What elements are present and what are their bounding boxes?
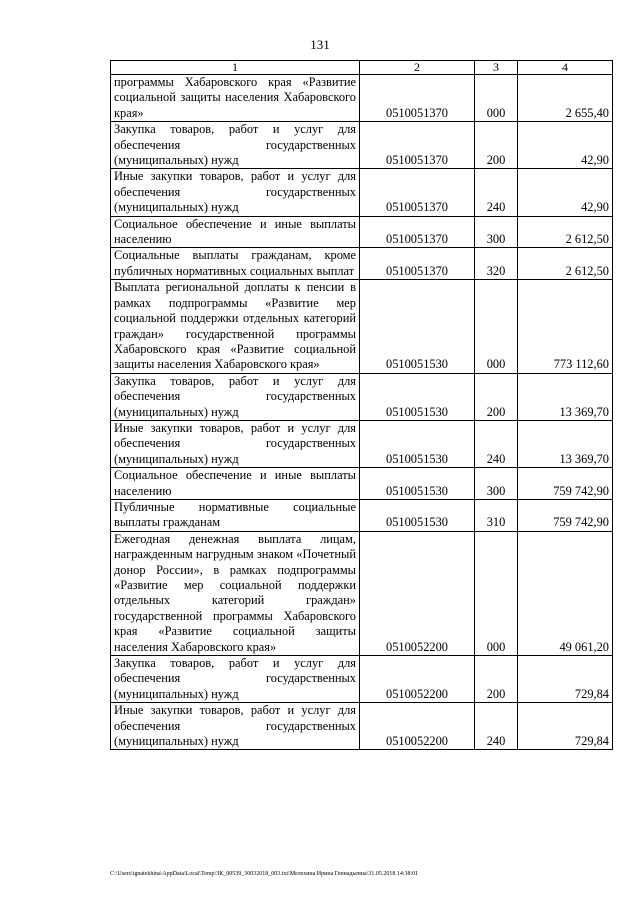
row-amount: 42,90	[518, 122, 613, 169]
row-amount: 2 612,50	[518, 248, 613, 280]
table-row	[111, 169, 613, 216]
row-amount: 729,84	[518, 656, 613, 703]
row-amount: 729,84	[518, 703, 613, 750]
row-expense-type: 200	[475, 656, 518, 703]
row-amount: 49 061,20	[518, 531, 613, 655]
row-amount: 2 612,50	[518, 216, 613, 248]
column-header-expense-type: 3	[475, 61, 518, 75]
row-amount: 13 369,70	[518, 373, 613, 420]
row-description: Иные закупки товаров, работ и услуг для обеспечения государственных (муниципальных) нужд	[111, 420, 360, 467]
row-target-code: 0510051370	[360, 216, 475, 248]
page-number: 131	[310, 37, 330, 52]
row-expense-type: 240	[475, 169, 518, 216]
row-description: Ежегодная денежная выплата лицам, награжденным нагрудным знаком «Почетный донор России», в рамках подпрограммы «Развитие мер социальной поддержки отдельных категорий граждан» государственной программы Хабаровского края «Развитие социальной защиты населения Хабаровского края»	[111, 531, 360, 655]
table-row	[111, 122, 613, 169]
file-path-footer: C:\Users\ignatekhina\AppData\Local\Temp\ЗК_00539_30032018_003.txt\Мелехина Ирина Геннадьевна\31.05.2018 14:38:01	[110, 871, 419, 877]
table-row	[111, 420, 613, 467]
row-description: Закупка товаров, работ и услуг для обеспечения государственных (муниципальных) нужд	[111, 122, 360, 169]
row-expense-type: 000	[475, 280, 518, 373]
table-row	[111, 656, 613, 703]
row-expense-type: 320	[475, 248, 518, 280]
row-target-code: 0510051530	[360, 280, 475, 373]
row-target-code: 0510051530	[360, 499, 475, 531]
table-row	[111, 468, 613, 500]
table-row	[111, 248, 613, 280]
row-description: программы Хабаровского края «Развитие социальной защиты населения Хабаровского края»	[111, 75, 360, 122]
row-description: Социальное обеспечение и иные выплаты населению	[111, 468, 360, 500]
row-description: Закупка товаров, работ и услуг для обеспечения государственных (муниципальных) нужд	[111, 373, 360, 420]
budget-table	[110, 60, 613, 750]
row-amount: 759 742,90	[518, 499, 613, 531]
row-description: Иные закупки товаров, работ и услуг для обеспечения государственных (муниципальных) нужд	[111, 703, 360, 750]
row-expense-type: 200	[475, 122, 518, 169]
row-description: Публичные нормативные социальные выплаты гражданам	[111, 499, 360, 531]
row-expense-type: 310	[475, 499, 518, 531]
row-amount: 773 112,60	[518, 280, 613, 373]
row-description: Закупка товаров, работ и услуг для обеспечения государственных (муниципальных) нужд	[111, 656, 360, 703]
row-target-code: 0510051530	[360, 373, 475, 420]
row-expense-type: 240	[475, 703, 518, 750]
column-header-description: 1	[111, 61, 360, 75]
row-amount: 2 655,40	[518, 75, 613, 122]
table-header-row	[111, 61, 613, 75]
table-body	[111, 75, 613, 750]
table-row	[111, 75, 613, 122]
row-expense-type: 240	[475, 420, 518, 467]
column-header-amount: 4	[518, 61, 613, 75]
row-description: Социальные выплаты гражданам, кроме публичных нормативных социальных выплат	[111, 248, 360, 280]
row-expense-type: 300	[475, 468, 518, 500]
row-target-code: 0510051370	[360, 75, 475, 122]
row-target-code: 0510051370	[360, 169, 475, 216]
row-target-code: 0510052200	[360, 703, 475, 750]
table-row	[111, 373, 613, 420]
table-row	[111, 531, 613, 655]
row-amount: 13 369,70	[518, 420, 613, 467]
row-description: Выплата региональной доплаты к пенсии в рамках подпрограммы «Развитие мер социальной поддержки отдельных категорий граждан» государственной программы Хабаровского края «Развитие социальной защиты населения Хабаровского края»	[111, 280, 360, 373]
row-target-code: 0510052200	[360, 531, 475, 655]
table-row	[111, 703, 613, 750]
row-expense-type: 000	[475, 531, 518, 655]
row-expense-type: 200	[475, 373, 518, 420]
row-target-code: 0510051370	[360, 122, 475, 169]
row-description: Социальное обеспечение и иные выплаты населению	[111, 216, 360, 248]
row-target-code: 0510051530	[360, 420, 475, 467]
table-row	[111, 280, 613, 373]
row-target-code: 0510052200	[360, 656, 475, 703]
table-row	[111, 499, 613, 531]
row-target-code: 0510051370	[360, 248, 475, 280]
table-row	[111, 216, 613, 248]
row-target-code: 0510051530	[360, 468, 475, 500]
column-header-target-code: 2	[360, 61, 475, 75]
row-amount: 759 742,90	[518, 468, 613, 500]
row-description: Иные закупки товаров, работ и услуг для обеспечения государственных (муниципальных) нужд	[111, 169, 360, 216]
row-expense-type: 300	[475, 216, 518, 248]
row-amount: 42,90	[518, 169, 613, 216]
row-expense-type: 000	[475, 75, 518, 122]
